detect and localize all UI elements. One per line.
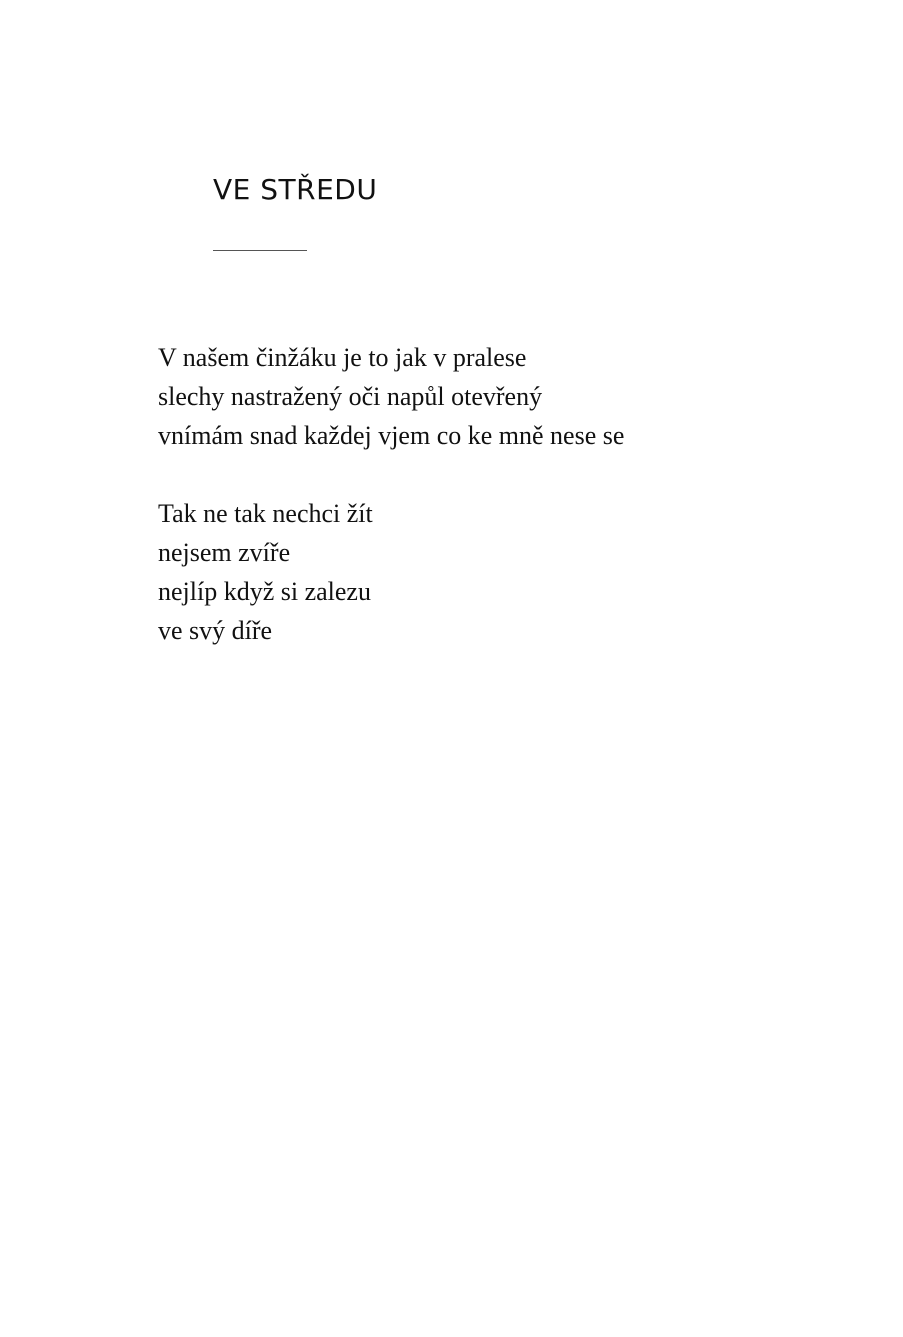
- poem-line: nejsem zvíře: [158, 538, 291, 567]
- stanza-1: [158, 338, 624, 455]
- poem-line: ve svý díře: [158, 616, 273, 645]
- stanza-2: [158, 494, 373, 650]
- poem-line: V našem činžáku je to jak v pralese: [158, 343, 527, 372]
- poem-line: vnímám snad každej vjem co ke mně nese se: [158, 421, 625, 450]
- poem-title: VE STŘEDU: [213, 173, 378, 206]
- poem-line: nejlíp když si zalezu: [158, 577, 371, 606]
- poem-line: Tak ne tak nechci žít: [158, 499, 373, 528]
- title-divider: [213, 250, 307, 251]
- poem-line: slechy nastražený oči napůl otevřený: [158, 382, 543, 411]
